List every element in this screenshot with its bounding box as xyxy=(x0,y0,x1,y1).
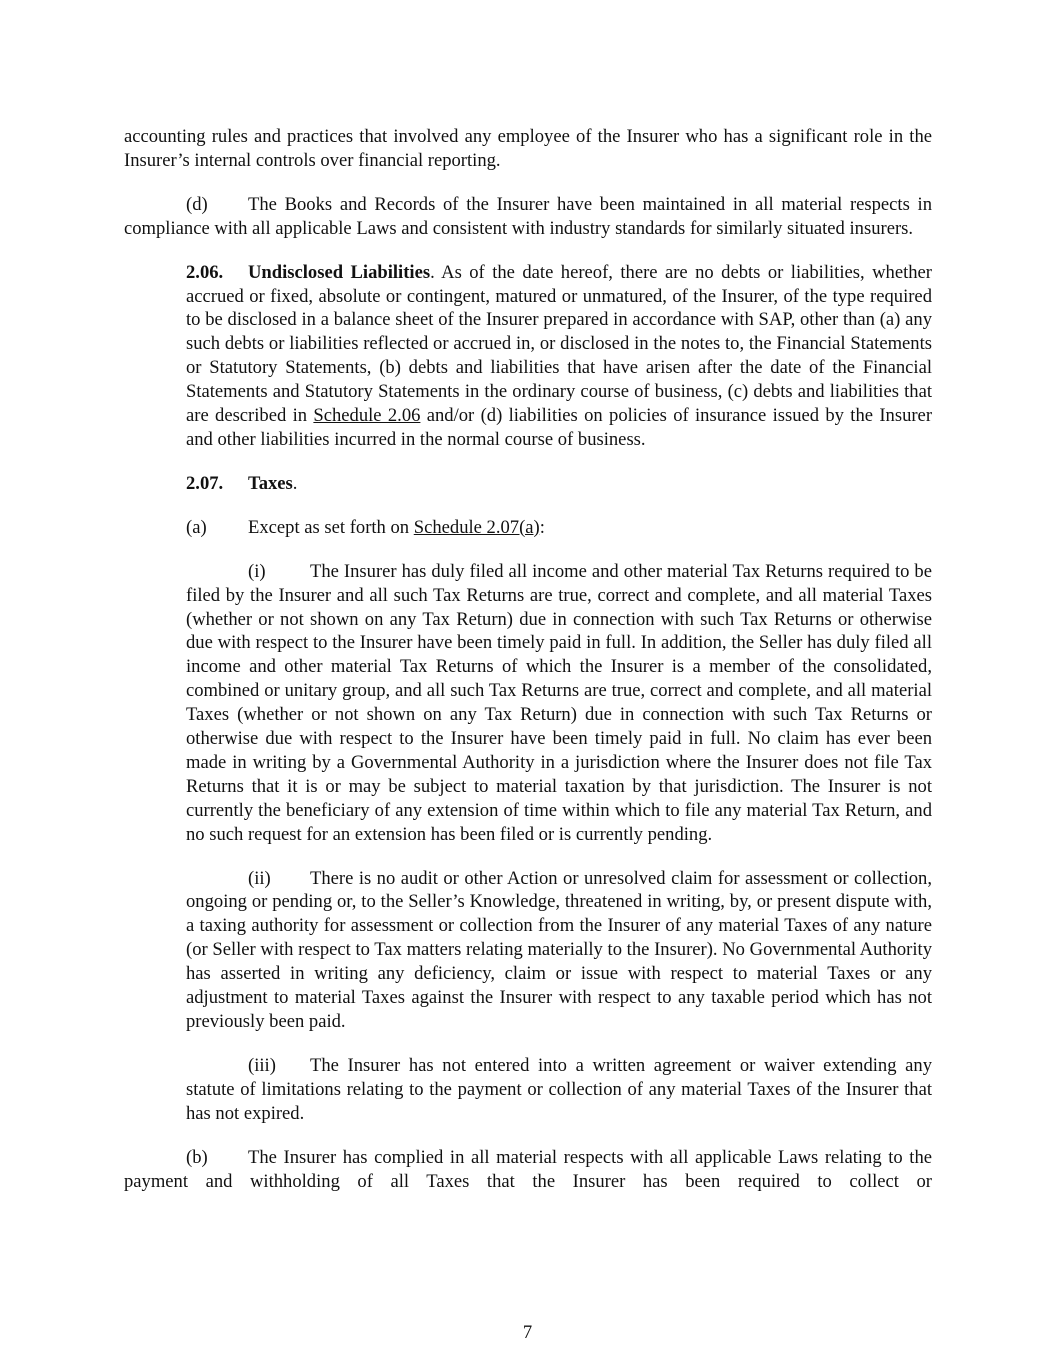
subparagraph-ii-text: There is no audit or other Action or unresolved claim for assessment or collection, ongoing or pending or, to the Seller’s Knowledge, threatened in writing, by, or present dispute with, a taxing authority for assessment or collection from the Insurer of any material Taxes of any nature (or Seller with respect to Tax matters relating materially to the Insurer). No Governmental Authority has asserted in writing any deficiency, claim or issue with respect to material Taxes or any adjustment to material Taxes against the Insurer with respect to any taxable period which has not previously been paid. xyxy=(186,867,932,1032)
paragraph-a-text-before: Except as set forth on xyxy=(248,516,414,538)
section-2-07-title: Taxes xyxy=(248,472,293,494)
section-2-07-heading xyxy=(124,472,932,496)
section-2-07-title-suffix: . xyxy=(292,472,298,494)
paragraph-b-label: (b) xyxy=(186,1146,208,1168)
subparagraph-ii-label: (ii) xyxy=(248,867,271,889)
intro-paragraph xyxy=(124,125,932,173)
paragraph-a-label: (a) xyxy=(186,516,207,538)
page-number: 7 xyxy=(522,1322,533,1343)
paragraph-a-text-after: : xyxy=(539,516,545,538)
section-2-06-number: 2.06. xyxy=(186,261,224,283)
intro-text: accounting rules and practices that involved any employee of the Insurer who has a significant role in the Insurer’s internal controls over financial reporting. xyxy=(124,126,932,171)
section-2-06-text-after: and/or (d) liabilities on policies of insurance issued by the Insurer and other liabilities incurred in the normal course of business. xyxy=(186,405,933,450)
paragraph-d-label: (d) xyxy=(186,193,208,215)
paragraph-d xyxy=(124,193,932,241)
section-2-06 xyxy=(124,261,932,452)
subparagraph-i-text: The Insurer has duly filed all income and other material Tax Returns required to be filed by the Insurer and all such Tax Returns are true, correct and complete, and all material Taxes (whether or not shown on any Tax Return) due in connection with such Tax Returns or otherwise due with respect to the Insurer have been timely paid in full. In addition, the Seller has duly filed all income and other material Tax Returns of which the Insurer is a member of the consolidated, combined or unitary group, and all such Tax Returns are true, correct and complete, and all material Taxes (whether or not shown on any Tax Return) due in connection with such Tax Returns or otherwise due with respect to the Insurer have been timely paid in full. No claim has ever been made in writing by a Governmental Authority in a jurisdiction where the Insurer does not file Tax Returns that it is or may be subject to material taxation by that jurisdiction. The Insurer is not currently the beneficiary of any extension of time within which to file any material Tax Return, and no such request for an extension has been filed or is currently pending. xyxy=(186,560,932,845)
section-2-06-title: Undisclosed Liabilities xyxy=(248,261,431,283)
subparagraph-ii xyxy=(186,867,932,1034)
subparagraph-i xyxy=(186,560,932,847)
section-2-07-number: 2.07. xyxy=(186,472,224,494)
paragraph-b xyxy=(124,1146,932,1194)
schedule-2-06-reference: Schedule 2.06 xyxy=(313,405,421,427)
subparagraph-iii-label: (iii) xyxy=(248,1054,276,1076)
subparagraph-iii-text: The Insurer has not entered into a written agreement or waiver extending any statute of limitations relating to the payment or collection of any material Taxes of the Insurer that has not expired. xyxy=(186,1054,932,1124)
paragraph-d-text: The Books and Records of the Insurer have been maintained in all material respects in compliance with all applicable Laws and consistent with industry standards for similarly situated insurers. xyxy=(124,193,932,239)
subparagraph-i-label: (i) xyxy=(248,560,266,582)
schedule-2-07a-reference: Schedule 2.07(a) xyxy=(413,516,540,538)
subparagraph-iii xyxy=(186,1054,932,1126)
paragraph-a xyxy=(124,516,932,540)
paragraph-b-text: The Insurer has complied in all material respects with all applicable Laws relating to the payment and withholding of all Taxes that the Insurer has been required to collect or xyxy=(124,1146,932,1192)
section-2-06-text-before: . As of the date hereof, there are no debts or liabilities, whether accrued or fixed, absolute or contingent, matured or unmatured, of the Insurer, of the type required to be disclosed in a balance sheet of the Insurer prepared in accordance with SAP, other than (a) any such debts or liabilities reflected or accrued in, or disclosed in the notes to, the Financial Statements or Statutory Statements, (b) debts and liabilities that have arisen after the date of the Financial Statements and Statutory Statements in the ordinary course of business, (c) debts and liabilities that are described in xyxy=(186,261,932,427)
document-page xyxy=(124,125,932,1213)
